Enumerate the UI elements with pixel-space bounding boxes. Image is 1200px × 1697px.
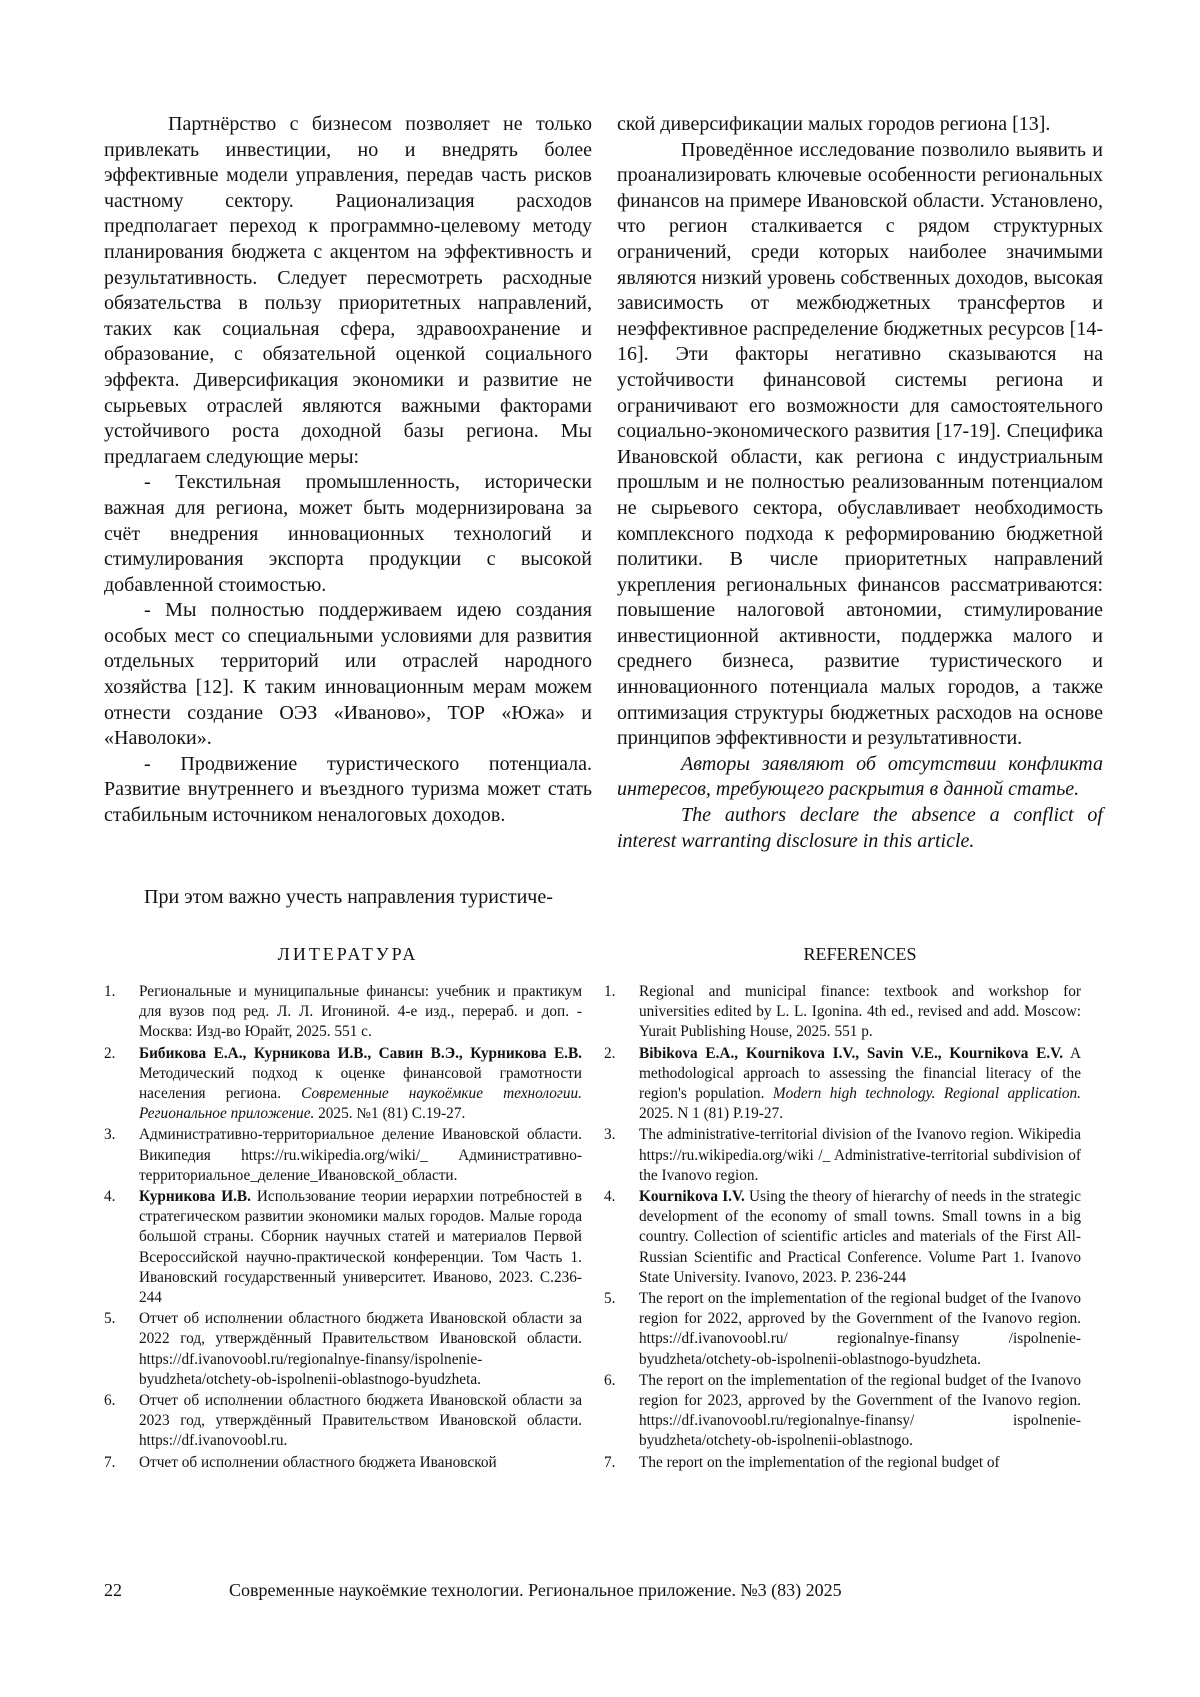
conflict-statement-en: The authors declare the absence a conflict of interest warranting disclosure in this article.: [617, 804, 1103, 852]
list-item-special-zones: - Мы полностью поддерживаем идею создания особых мест со специальными условиями для развития отдельных территорий или отраслей народного хозяйства [12]. К таким инновационным мерам можем отнести создание ОЭЗ «Иваново», ТОР «Южа» и «Наволоки».: [104, 599, 592, 750]
reference-item: 7. The report on the implementation of the regional budget of: [604, 1453, 1000, 1471]
body-paragraph-continued: При этом важно учесть направления туристиче-: [144, 885, 553, 908]
conflict-statement-ru: Авторы заявляют об отсутствии конфликта интересов, требующего раскрытия в данной статье.: [617, 752, 1103, 801]
list-item-textile: - Текстильная промышленность, исторически важная для региона, может быть модернизирована за счёт внедрения инновационных технологий и стимулирования экспорта продукции с высокой добавленной стоимостью.: [104, 471, 592, 596]
references-heading-en: REFERENCES: [803, 944, 917, 964]
left-text-column: [104, 112, 592, 910]
reference-item: 1. Региональные и муниципальные финансы: учебник и практикум для вузов под ред. Л. Л. Игониной. 4-е изд., перераб. и доп. - Москва: Изд-во Юрайт, 2025. 551 с.: [104, 983, 582, 1041]
journal-title: Современные наукоёмкие технологии. Региональное приложение. №3 (83) 2025: [229, 1580, 842, 1600]
page-number: 22: [104, 1580, 122, 1600]
reference-item: 2. Бибикова Е.А., Курникова И.В., Савин В.Э., Курникова Е.В. Методический подход к оценке финансовой грамотности населения региона. Современные наукоёмкие технологии. Региональное приложение. 2025. №1 (81) С.19-27.: [104, 1044, 582, 1123]
right-text-column: [617, 112, 1103, 854]
list-item-tourism: - Продвижение туристического потенциала. Развитие внутреннего и въездного туризма может стать стабильным источником неналоговых доходов.: [104, 752, 592, 827]
body-paragraph-continuation: ской диверсификации малых городов региона [13].: [617, 113, 1051, 135]
reference-item: 2. Bibikova E.A., Kournikova I.V., Savin V.E., Kournikova E.V. A methodological approach to assessing the financial literacy of the region's population. Modern high technology. Regional application. 2025. N 1 (81) P.19-27.: [604, 1044, 1081, 1123]
conclusion-paragraph: Проведённое исследование позволило выявить и проанализировать ключевые особенности региональных финансов на примере Ивановской области. Установлено, что регион сталкивается с рядом структурных ограничений, среди которых наиболее значимыми являются низкий уровень собственных доходов, высокая зависимость от межбюджетных трансфертов и неэффективное распределение бюджетных ресурсов [14-16]. Эти факторы негативно сказываются на устойчивости финансовой системы региона и ограничивают его возможности для самостоятельного социально-экономического развития [17-19]. Специфика Ивановской области, как региона с индустриальным прошлым и не полностью реализованным потенциалом не сырьевого сектора, обуславливает необходимость комплексного подхода к реформированию бюджетной политики. В числе приоритетных направлений укрепления региональных финансов рассматриваются: повышение налоговой автономии, стимулирование инвестиционной активности, поддержка малого и среднего бизнеса, развитие туристического и инновационного потенциала малых городов, а также оптимизация структуры бюджетных расходов на основе принципов эффективности и результативности.: [617, 138, 1103, 750]
references-list-en: [604, 982, 1081, 1474]
references-heading-ru: ЛИТЕРАТУРА: [277, 944, 419, 964]
reference-item: 6. Отчет об исполнении областного бюджета Ивановской области за 2023 год, утверждённый Правительством Ивановской области. https://df.ivanovoobl.ru.: [104, 1392, 582, 1450]
reference-item: 3. Административно-территориальное деление Ивановской области. Википедия https://ru.wikipedia.org/wiki/_ Административно-территориальное_деление_Ивановской_области.: [104, 1126, 582, 1184]
reference-item: 3. The administrative-territorial division of the Ivanovo region. Wikipedia https://ru.wikipedia.org/wiki /_ Administrative-territorial subdivision of the Ivanovo region.: [604, 1126, 1081, 1184]
reference-item: 5. The report on the implementation of the regional budget of the Ivanovo region for 2022, approved by the Government of the Ivanovo region. https://df.ivanovoobl.ru/ regionalnye-finansy /ispolnenie-byudzheta/otchety-ob-ispolnenii-oblastnogo-byudzheta.: [604, 1290, 1081, 1368]
reference-item: 4. Kournikova I.V. Using the theory of hierarchy of needs in the strategic development of the economy of small towns. Small towns in a big country. Collection of scientific articles and materials of the First All-Russian Scientific and Practical Conference. Volume Part 1. Ivanovo State University. Ivanovo, 2023. P. 236-244: [604, 1188, 1081, 1286]
reference-item: 1. Regional and municipal finance: textbook and workshop for universities edited by L. L. Igonina. 4th ed., revised and add. Moscow: Yurait Publishing House, 2025. 551 p.: [604, 983, 1081, 1041]
references-list-ru: [104, 982, 582, 1474]
reference-item: 6. The report on the implementation of the regional budget of the Ivanovo region for 2023, approved by the Government of the Ivanovo region. https://df.ivanovoobl.ru/regionalnye-finansy/ ispolnenie-byudzheta/otchety-ob-ispolnenii-oblastnogo.: [604, 1371, 1081, 1450]
reference-item: 7. Отчет об исполнении областного бюджета Ивановской: [104, 1453, 497, 1471]
reference-item: 4. Курникова И.В. Использование теории иерархии потребностей в стратегическом развитии экономики малых городов. Малые города большой страны. Сборник научных статей и материалов Первой Всероссийской научно-практической конференции. Том Часть 1. Ивановский государственный университет. Иваново, 2023. С.236-244: [104, 1188, 582, 1307]
reference-item: 5. Отчет об исполнении областного бюджета Ивановской области за 2022 год, утверждённый Правительством Ивановской области. https://df.ivanovoobl.ru/regionalnye-finansy/ispolnenie-byudzheta/otchety-ob-ispolnenii-oblastnogo-byudzheta.: [104, 1310, 582, 1388]
body-paragraph: Партнёрство с бизнесом позволяет не только привлекать инвестиции, но и внедрять более эффективные модели управления, передав часть рисков частному сектору. Рационализация расходов предполагает переход к программно-целевому методу планирования бюджета с акцентом на эффективность и результативность. Следует пересмотреть расходные обязательства в пользу приоритетных направлений, таких как социальная сфера, здравоохранение и образование, с обязательной оценкой социального эффекта. Диверсификация экономики и развитие не сырьевых отраслей являются важными факторами устойчивого роста доходной базы региона. Мы предлагаем следующие меры:: [104, 113, 592, 468]
